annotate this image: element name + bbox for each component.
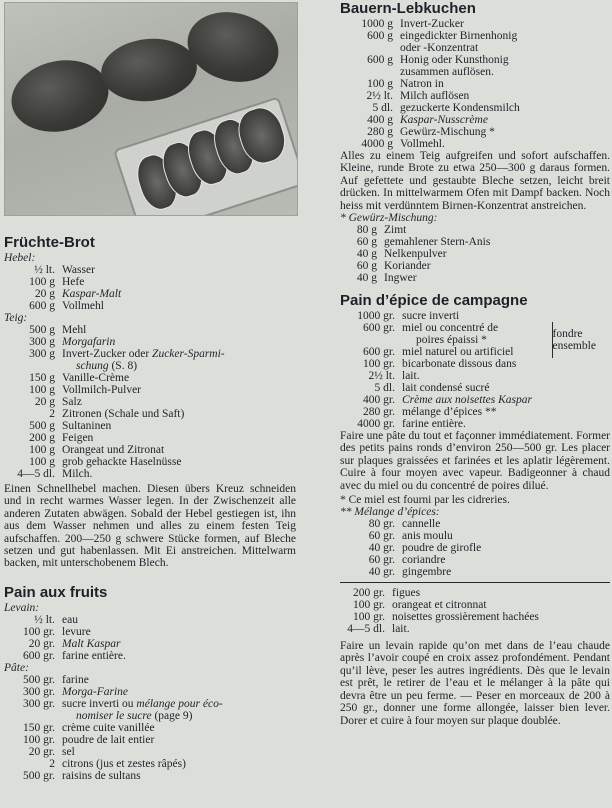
ingredient-quantity bbox=[4, 360, 62, 372]
ingredient-quantity: 300 g bbox=[29, 336, 55, 348]
ingredient-row bbox=[4, 698, 223, 710]
divider bbox=[340, 582, 610, 583]
right-column bbox=[340, 0, 610, 727]
ingredient-name: poudre de girofle bbox=[402, 542, 482, 555]
ingredient-row bbox=[340, 518, 481, 530]
ingredient-quantity: 80 gr. bbox=[368, 518, 395, 531]
ingredient-quantity: 2½ lt. bbox=[366, 90, 393, 102]
ingredient-row bbox=[340, 623, 539, 635]
ingredient-row: 600 gr. miel naturel ou artificiel bbox=[363, 346, 514, 359]
ingredient-quantity: 100 gr. bbox=[353, 599, 385, 612]
ingredient-row bbox=[340, 382, 532, 394]
loaf-image bbox=[5, 52, 115, 141]
ingredient-quantity: 100 g bbox=[29, 444, 55, 456]
ingredient-list bbox=[4, 264, 121, 312]
ingredient-quantity bbox=[340, 42, 400, 54]
ingredient-name: Hefe bbox=[62, 276, 85, 288]
ingredient-row bbox=[344, 272, 490, 284]
ingredient-row bbox=[4, 758, 223, 770]
ingredient-row bbox=[4, 300, 121, 312]
ingredient-quantity: 4000 g bbox=[361, 138, 393, 150]
ingredient-name: Milch auflösen bbox=[400, 90, 470, 102]
ingredient-quantity: ½ lt. bbox=[34, 264, 55, 276]
ingredient-name: Vanille-Crème bbox=[62, 372, 130, 384]
ingredient-name: Milch. bbox=[62, 468, 93, 480]
ingredient-row bbox=[4, 468, 225, 480]
ingredient-row bbox=[344, 260, 490, 272]
ingredient-quantity: 100 g bbox=[29, 276, 55, 288]
ingredient-name: eau bbox=[62, 613, 78, 626]
ingredient-list bbox=[4, 324, 225, 480]
ingredient-name: Vollmehl bbox=[62, 300, 104, 312]
ingredient-list bbox=[4, 674, 223, 782]
ingredient-quantity: 4000 gr. bbox=[357, 418, 395, 431]
ingredient-name: noisettes grossièrement hachées bbox=[392, 611, 539, 624]
ingredient-name: Wasser bbox=[62, 264, 95, 276]
ingredient-quantity: 300 gr. bbox=[23, 697, 55, 710]
ingredient-quantity: 100 gr. bbox=[353, 611, 385, 624]
ingredient-list bbox=[340, 358, 532, 430]
ingredient-quantity: 20 g bbox=[34, 288, 55, 300]
ingredient-quantity: 40 g bbox=[356, 272, 377, 285]
section-label: * Gewürz-Mischung: bbox=[340, 212, 438, 225]
ingredient-quantity: 300 gr. bbox=[23, 685, 55, 698]
ingredient-name: farine bbox=[62, 673, 89, 686]
ingredient-name: Malt Kaspar bbox=[62, 637, 121, 650]
ingredient-row bbox=[4, 456, 225, 468]
ingredient-row bbox=[4, 722, 223, 734]
ingredient-row bbox=[4, 348, 225, 360]
bread-photo bbox=[4, 2, 298, 216]
ingredient-name: Zimt bbox=[384, 224, 407, 237]
ingredient-row bbox=[4, 372, 225, 384]
ingredient-row bbox=[4, 408, 225, 420]
ingredient-name: lait condensé sucré bbox=[402, 382, 490, 395]
ingredient-row bbox=[340, 114, 520, 126]
ingredient-quantity: 500 g bbox=[29, 420, 55, 432]
ingredient-list bbox=[4, 614, 126, 662]
ingredient-name: orangeat et citronnat bbox=[392, 599, 487, 612]
section-label: Teig: bbox=[4, 312, 28, 324]
ingredient-name: anis moulu bbox=[402, 530, 453, 543]
ingredient-name: Vollmehl. bbox=[400, 138, 445, 150]
ingredient-quantity: 100 g bbox=[29, 456, 55, 468]
ingredient-quantity: 60 g bbox=[356, 236, 377, 249]
ingredient-name: Zitronen (Schale und Saft) bbox=[62, 408, 185, 420]
ingredient-quantity: 200 gr. bbox=[353, 587, 385, 600]
ingredient-name: gezuckerte Kondensmilch bbox=[400, 102, 520, 114]
ingredient-name: Morgafarin bbox=[62, 336, 116, 348]
ingredient-row bbox=[4, 638, 126, 650]
ingredient-quantity: 100 g bbox=[367, 78, 393, 90]
left-column bbox=[4, 2, 296, 782]
ingredient-quantity: 40 gr. bbox=[368, 542, 395, 555]
ingredient-name: cannelle bbox=[402, 518, 441, 531]
ingredient-row bbox=[340, 90, 520, 102]
recipe-title: Bauern-Lebkuchen bbox=[340, 0, 476, 17]
ingredient-quantity: 100 gr. bbox=[363, 358, 395, 371]
ingredient-row bbox=[4, 276, 121, 288]
ingredient-row bbox=[4, 614, 126, 626]
ingredient-quantity: 200 g bbox=[29, 432, 55, 444]
ingredient-list bbox=[344, 224, 490, 284]
ingredient-row bbox=[340, 42, 520, 54]
ingredient-quantity: 400 g bbox=[367, 114, 393, 126]
ingredient-name: mélange d’épices ** bbox=[402, 406, 497, 419]
recipe-title: Pain d’épice de campagne bbox=[340, 292, 528, 310]
recipe-instructions: Alles zu einem Teig aufgreifen und sofort aufschaffen. Kleine, runde Brote zu etwa 250—300 g daraus formen. Auf gefettete und gestaubte Bleche setzen, leicht breit drücken. In mittelwarmem Ofen mit Dampf backen. Noch heiss mit verdünntem Birnen-Konzentrat anstreichen. bbox=[340, 150, 610, 212]
ingredient-quantity: 400 gr. bbox=[363, 394, 395, 407]
ingredient-quantity: 20 gr. bbox=[28, 745, 55, 758]
ingredient-list bbox=[340, 18, 520, 150]
ingredient-row bbox=[340, 18, 520, 30]
section-label: ** Mélange d’épices: bbox=[340, 506, 440, 519]
ingredient-row bbox=[340, 406, 532, 418]
ingredient-quantity: 100 gr. bbox=[23, 625, 55, 638]
ingredient-name: farine entière. bbox=[402, 418, 466, 431]
ingredient-row: 1000 gr. sucre inverti bbox=[357, 310, 460, 323]
ingredient-quantity: 40 g bbox=[356, 248, 377, 261]
ingredient-name: Ingwer bbox=[384, 272, 417, 285]
ingredient-quantity: 20 gr. bbox=[28, 637, 55, 650]
recipe-title: Früchte-Brot bbox=[4, 234, 95, 251]
ingredient-name: schung (S. 8) bbox=[76, 360, 138, 372]
ingredient-row bbox=[340, 566, 481, 578]
ingredient-name: Crème aux noisettes Kaspar bbox=[402, 394, 533, 407]
ingredient-name: Natron in bbox=[400, 78, 444, 90]
ingredient-quantity: 150 g bbox=[29, 372, 55, 384]
ingredient-quantity: 600 g bbox=[367, 54, 393, 66]
loaf-image bbox=[180, 3, 286, 91]
ingredient-quantity: 80 g bbox=[356, 224, 377, 237]
ingredient-name: grob gehackte Haselnüsse bbox=[62, 456, 182, 468]
ingredient-name: nomiser le sucre (page 9) bbox=[76, 709, 193, 722]
ingredient-name: levure bbox=[62, 625, 91, 638]
ingredient-quantity bbox=[340, 66, 400, 78]
ingredient-row bbox=[4, 674, 223, 686]
ingredient-name: crème cuite vanillée bbox=[62, 721, 155, 734]
ingredient-name: bicarbonate dissous dans bbox=[402, 358, 517, 371]
ingredient-name: poudre de lait entier bbox=[62, 733, 155, 746]
ingredient-row bbox=[340, 530, 481, 542]
ingredient-row bbox=[340, 611, 539, 623]
ingredient-name: lait. bbox=[402, 370, 420, 383]
ingredient-row bbox=[340, 587, 539, 599]
ingredient-row bbox=[4, 384, 225, 396]
ingredient-row bbox=[340, 370, 532, 382]
ingredient-quantity: 4—5 dl. bbox=[17, 468, 55, 480]
ingredient-row bbox=[4, 288, 121, 300]
loaf-image bbox=[98, 34, 200, 106]
plate-image bbox=[113, 96, 298, 216]
ingredient-quantity: 500 g bbox=[29, 324, 55, 336]
ingredient-row bbox=[340, 554, 481, 566]
ingredient-quantity: 280 gr. bbox=[363, 406, 395, 419]
ingredient-name: Honig oder Kunsthonig bbox=[400, 54, 509, 66]
ingredient-name: lait. bbox=[392, 623, 410, 636]
ingredient-list bbox=[340, 587, 539, 635]
ingredient-name: Morga-Farine bbox=[62, 685, 129, 698]
ingredient-name: Kaspar-Malt bbox=[62, 288, 122, 300]
ingredient-quantity: 60 gr. bbox=[368, 530, 395, 543]
ingredient-quantity: 100 gr. bbox=[23, 733, 55, 746]
ingredient-row: poires épaissi * bbox=[416, 334, 487, 347]
ingredient-name: Nelkenpulver bbox=[384, 248, 447, 261]
ingredient-name: Salz bbox=[62, 396, 82, 408]
ingredient-row bbox=[4, 420, 225, 432]
section-label: Levain: bbox=[4, 601, 40, 614]
ingredient-row bbox=[340, 358, 532, 370]
ingredient-name: Vollmilch-Pulver bbox=[62, 384, 142, 396]
ingredient-row bbox=[4, 324, 225, 336]
ingredient-quantity: 5 dl. bbox=[372, 102, 393, 114]
ingredient-row bbox=[340, 542, 481, 554]
ingredient-quantity: 20 g bbox=[34, 396, 55, 408]
ingredient-row bbox=[4, 686, 223, 698]
ingredient-name: citrons (jus et zestes râpés) bbox=[62, 757, 186, 770]
ingredient-name: coriandre bbox=[402, 554, 446, 567]
recipe-instructions: Einen Schnellhebel machen. Diesen übers Kreuz schneiden und in recht warmes Wasser legen. In der Zwischenzeit alle anderen Zutaten abwägen. Sobald der Hebel gestiegen ist, ihn aus dem Wasser nehmen und alles zu einem festen Teig aufschaffen. 200—250 g schwere Stücke formen, auf Bleche setzen und gut habenlassen. Mit Ei anstreichen. Mittelwarm backen, mit unterschobenem Blech. bbox=[4, 483, 296, 570]
recipe-instructions: Faire une pâte du tout et façonner immédiatement. Former des petits pains ronds d’environ 250—500 gr. Les placer sur plaques graissées et farinées et les aplatir légèrement. Cuire à four moyen avec vapeur. Badigeonner à chaud avec du miel ou du concentré de poires dilué. bbox=[340, 430, 610, 492]
ingredient-row bbox=[340, 599, 539, 611]
ingredient-row bbox=[4, 650, 126, 662]
ingredient-row bbox=[4, 710, 223, 722]
section-label: Pâte: bbox=[4, 661, 29, 674]
ingredient-name: Gewürz-Mischung * bbox=[400, 126, 495, 138]
ingredient-row bbox=[4, 626, 126, 638]
ingredient-row bbox=[4, 432, 225, 444]
ingredient-name: Koriander bbox=[384, 260, 431, 273]
ingredient-row bbox=[344, 248, 490, 260]
ingredient-row bbox=[4, 360, 225, 372]
ingredient-name: gemahlener Stern-Anis bbox=[384, 236, 491, 249]
ingredient-name: raisins de sultans bbox=[62, 769, 141, 782]
ingredient-row bbox=[340, 102, 520, 114]
ingredient-row bbox=[4, 264, 121, 276]
ingredient-quantity: 4—5 dl. bbox=[347, 623, 385, 636]
ingredient-row: 600 gr. miel ou concentré de fondre ensemble bbox=[340, 322, 596, 334]
section-label: Hebel: bbox=[4, 252, 36, 264]
ingredient-quantity: 600 g bbox=[367, 30, 393, 42]
ingredient-row bbox=[4, 734, 223, 746]
recipe-title: Pain aux fruits bbox=[4, 583, 108, 601]
ingredient-name: Feigen bbox=[62, 432, 94, 444]
footnote: * Ce miel est fourni par les cidreries. bbox=[340, 494, 510, 507]
ingredient-list bbox=[340, 310, 596, 358]
ingredient-row bbox=[340, 126, 520, 138]
ingredient-quantity: 1000 g bbox=[361, 18, 393, 30]
ingredient-row bbox=[340, 66, 520, 78]
ingredient-name: gingembre bbox=[402, 566, 452, 579]
ingredient-name: Mehl bbox=[62, 324, 87, 336]
ingredient-quantity: 2 bbox=[49, 408, 55, 420]
ingredient-name: zusammen auflösen. bbox=[400, 66, 494, 78]
ingredient-name: farine entière. bbox=[62, 649, 126, 662]
ingredient-row bbox=[340, 418, 532, 430]
ingredient-name: Invert-Zucker bbox=[400, 18, 464, 30]
fondre-label: fondre bbox=[552, 328, 583, 341]
ingredient-name: Sultaninen bbox=[62, 420, 112, 432]
ingredient-quantity: 300 g bbox=[29, 348, 55, 360]
ingredient-quantity: 100 g bbox=[29, 384, 55, 396]
ingredient-row bbox=[340, 138, 520, 150]
ingredient-row bbox=[4, 746, 223, 758]
ingredient-row bbox=[4, 396, 225, 408]
ingredient-row bbox=[4, 444, 225, 456]
ingredient-name: oder -Konzentrat bbox=[400, 42, 479, 54]
ingredient-row bbox=[4, 770, 223, 782]
ingredient-name: Orangeat und Zitronat bbox=[62, 444, 165, 456]
ingredient-quantity bbox=[4, 710, 62, 722]
ingredient-row bbox=[340, 30, 520, 42]
ingredient-quantity: 60 g bbox=[356, 260, 377, 273]
ingredient-row bbox=[344, 236, 490, 248]
ingredient-quantity: 600 gr. bbox=[23, 649, 55, 662]
ingredient-name: sucre inverti ou mélange pour éco- bbox=[62, 697, 223, 710]
ingredient-name: figues bbox=[392, 587, 421, 600]
ingredient-quantity: 2 bbox=[49, 757, 55, 770]
ingredient-row bbox=[340, 78, 520, 90]
ingredient-quantity: 600 g bbox=[29, 300, 55, 312]
ingredient-row bbox=[340, 54, 520, 66]
ingredient-quantity: 40 gr. bbox=[368, 566, 395, 579]
ingredient-quantity: 500 gr. bbox=[23, 673, 55, 686]
ingredient-list bbox=[340, 518, 481, 578]
ingredient-row bbox=[4, 336, 225, 348]
ingredient-name: Kaspar-Nusscrème bbox=[400, 114, 488, 126]
ingredient-row bbox=[340, 394, 532, 406]
ingredient-name: eingedickter Birnenhonig bbox=[400, 30, 518, 42]
ingredient-quantity: ½ lt. bbox=[34, 613, 55, 626]
ingredient-quantity: 280 g bbox=[367, 126, 393, 138]
ingredient-quantity: 2½ lt. bbox=[368, 370, 395, 383]
ingredient-name: sel bbox=[62, 745, 75, 758]
ingredient-quantity: 60 gr. bbox=[368, 554, 395, 567]
ingredient-name: Invert-Zucker oder Zucker-Sparmi- bbox=[62, 348, 225, 360]
recipe-instructions: Faire un levain rapide qu’on met dans de l’eau chaude après l’avoir coupé en croix assez profondément. Pendant qu’il lève, peser les autres ingrédients. Dès que le levain est prêt, le retirer de l’eau et le mélanger à la pâte qui devra être un peu ferme. — Peser en morceaux de 200 à 250 gr., donner une forme allongée, laisser bien lever. Dorer et cuire à four moyen sur plaque doublée. bbox=[340, 640, 610, 727]
ingredient-quantity: 5 dl. bbox=[374, 382, 395, 395]
ingredient-quantity: 150 gr. bbox=[23, 721, 55, 734]
ingredient-quantity: 500 gr. bbox=[23, 769, 55, 782]
ingredient-row bbox=[344, 224, 490, 236]
